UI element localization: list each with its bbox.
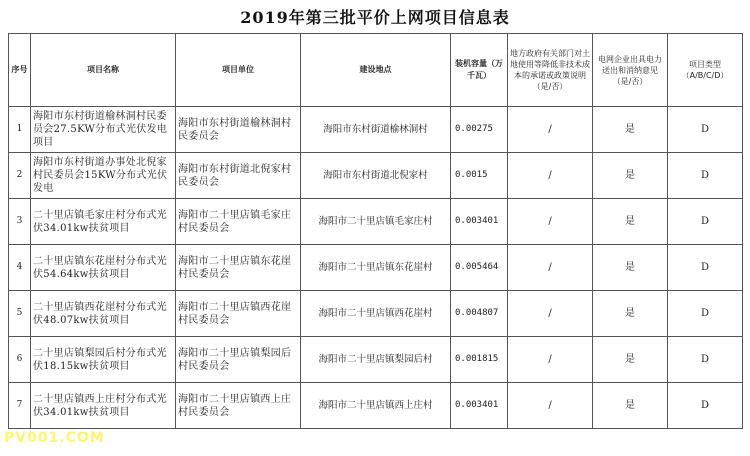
project-location: 海阳市二十里店镇毛家庄村 <box>301 199 451 245</box>
project-location: 海阳市东村街道榆林洞村 <box>301 107 451 153</box>
project-name: 二十里店镇东花崖村分布式光伏54.64kw扶贫项目 <box>31 245 176 291</box>
table-header-row <box>9 34 743 107</box>
project-unit: 海阳市二十里店镇毛家庄村民委员会 <box>176 199 301 245</box>
row-number: 7 <box>9 383 31 429</box>
header-unit: 项目单位 <box>176 34 301 107</box>
row-number: 6 <box>9 337 31 383</box>
grid-opinion-value: 是 <box>593 337 668 383</box>
project-type-value: D <box>668 245 743 291</box>
grid-opinion-value: 是 <box>593 291 668 337</box>
project-type-value: D <box>668 199 743 245</box>
project-unit: 海阳市二十里店镇梨园后村民委员会 <box>176 337 301 383</box>
project-name: 二十里店镇毛家庄村分布式光伏34.01kw扶贫项目 <box>31 199 176 245</box>
gov-commitment-value: / <box>508 337 593 383</box>
project-name: 海阳市东村街道办事处北倪家村民委员会15KW分布式光伏发电 <box>31 153 176 199</box>
project-name: 二十里店镇西上庄村分布式光伏34.01kw扶贫项目 <box>31 383 176 429</box>
capacity-value: 0.0015 <box>451 153 508 199</box>
project-unit: 海阳市二十里店镇东花崖村民委员会 <box>176 245 301 291</box>
header-location: 建设地点 <box>301 34 451 107</box>
capacity-value: 0.005464 <box>451 245 508 291</box>
capacity-value: 0.003401 <box>451 383 508 429</box>
grid-opinion-value: 是 <box>593 245 668 291</box>
header-grid-opinion: 电网企业出具电力送出和消纳意见（是/否） <box>593 34 668 107</box>
gov-commitment-value: / <box>508 107 593 153</box>
header-name: 项目名称 <box>31 34 176 107</box>
project-location: 海阳市二十里店镇西上庄村 <box>301 383 451 429</box>
row-number: 2 <box>9 153 31 199</box>
table-row <box>9 245 743 291</box>
project-name: 海阳市东村街道榆林洞村民委员会27.5KW分布式光伏发电项目 <box>31 107 176 153</box>
table-row <box>9 337 743 383</box>
table-row <box>9 291 743 337</box>
project-name: 二十里店镇梨园后村分布式光伏18.15kw扶贫项目 <box>31 337 176 383</box>
row-number: 4 <box>9 245 31 291</box>
table-row <box>9 153 743 199</box>
project-unit: 海阳市东村街道榆林洞村民委员会 <box>176 107 301 153</box>
table-row <box>9 107 743 153</box>
header-gov-commitment: 地方政府有关部门对土地使用等降低非技术成本的承诺或政策说明（是/否） <box>508 34 593 107</box>
header-project-type: 项目类型（A/B/C/D） <box>668 34 743 107</box>
capacity-value: 0.003401 <box>451 199 508 245</box>
gov-commitment-value: / <box>508 245 593 291</box>
project-type-value: D <box>668 291 743 337</box>
header-capacity: 装机容量（万千瓦） <box>451 34 508 107</box>
project-location: 海阳市二十里店镇梨园后村 <box>301 337 451 383</box>
table-row <box>9 199 743 245</box>
project-location: 海阳市东村街道北倪家村 <box>301 153 451 199</box>
site-watermark: PV001.COM <box>4 430 105 446</box>
grid-opinion-value: 是 <box>593 199 668 245</box>
grid-opinion-value: 是 <box>593 153 668 199</box>
project-type-value: D <box>668 337 743 383</box>
header-no: 序号 <box>9 34 31 107</box>
row-number: 5 <box>9 291 31 337</box>
project-unit: 海阳市二十里店镇西上庄村民委员会 <box>176 383 301 429</box>
project-unit: 海阳市东村街道北倪家村民委员会 <box>176 153 301 199</box>
gov-commitment-value: / <box>508 153 593 199</box>
project-table <box>8 33 743 429</box>
grid-opinion-value: 是 <box>593 383 668 429</box>
project-location: 海阳市二十里店镇东花崖村 <box>301 245 451 291</box>
project-unit: 海阳市二十里店镇西花崖村民委员会 <box>176 291 301 337</box>
project-type-value: D <box>668 383 743 429</box>
gov-commitment-value: / <box>508 291 593 337</box>
page-title: 2019年第三批平价上网项目信息表 <box>240 8 510 27</box>
grid-opinion-value: 是 <box>593 107 668 153</box>
project-type-value: D <box>668 153 743 199</box>
table-row <box>9 383 743 429</box>
project-name: 二十里店镇西花崖村分布式光伏48.07kw扶贫项目 <box>31 291 176 337</box>
project-type-value: D <box>668 107 743 153</box>
capacity-value: 0.00275 <box>451 107 508 153</box>
row-number: 3 <box>9 199 31 245</box>
gov-commitment-value: / <box>508 199 593 245</box>
gov-commitment-value: / <box>508 383 593 429</box>
capacity-value: 0.001815 <box>451 337 508 383</box>
project-location: 海阳市二十里店镇西花崖村 <box>301 291 451 337</box>
capacity-value: 0.004807 <box>451 291 508 337</box>
row-number: 1 <box>9 107 31 153</box>
